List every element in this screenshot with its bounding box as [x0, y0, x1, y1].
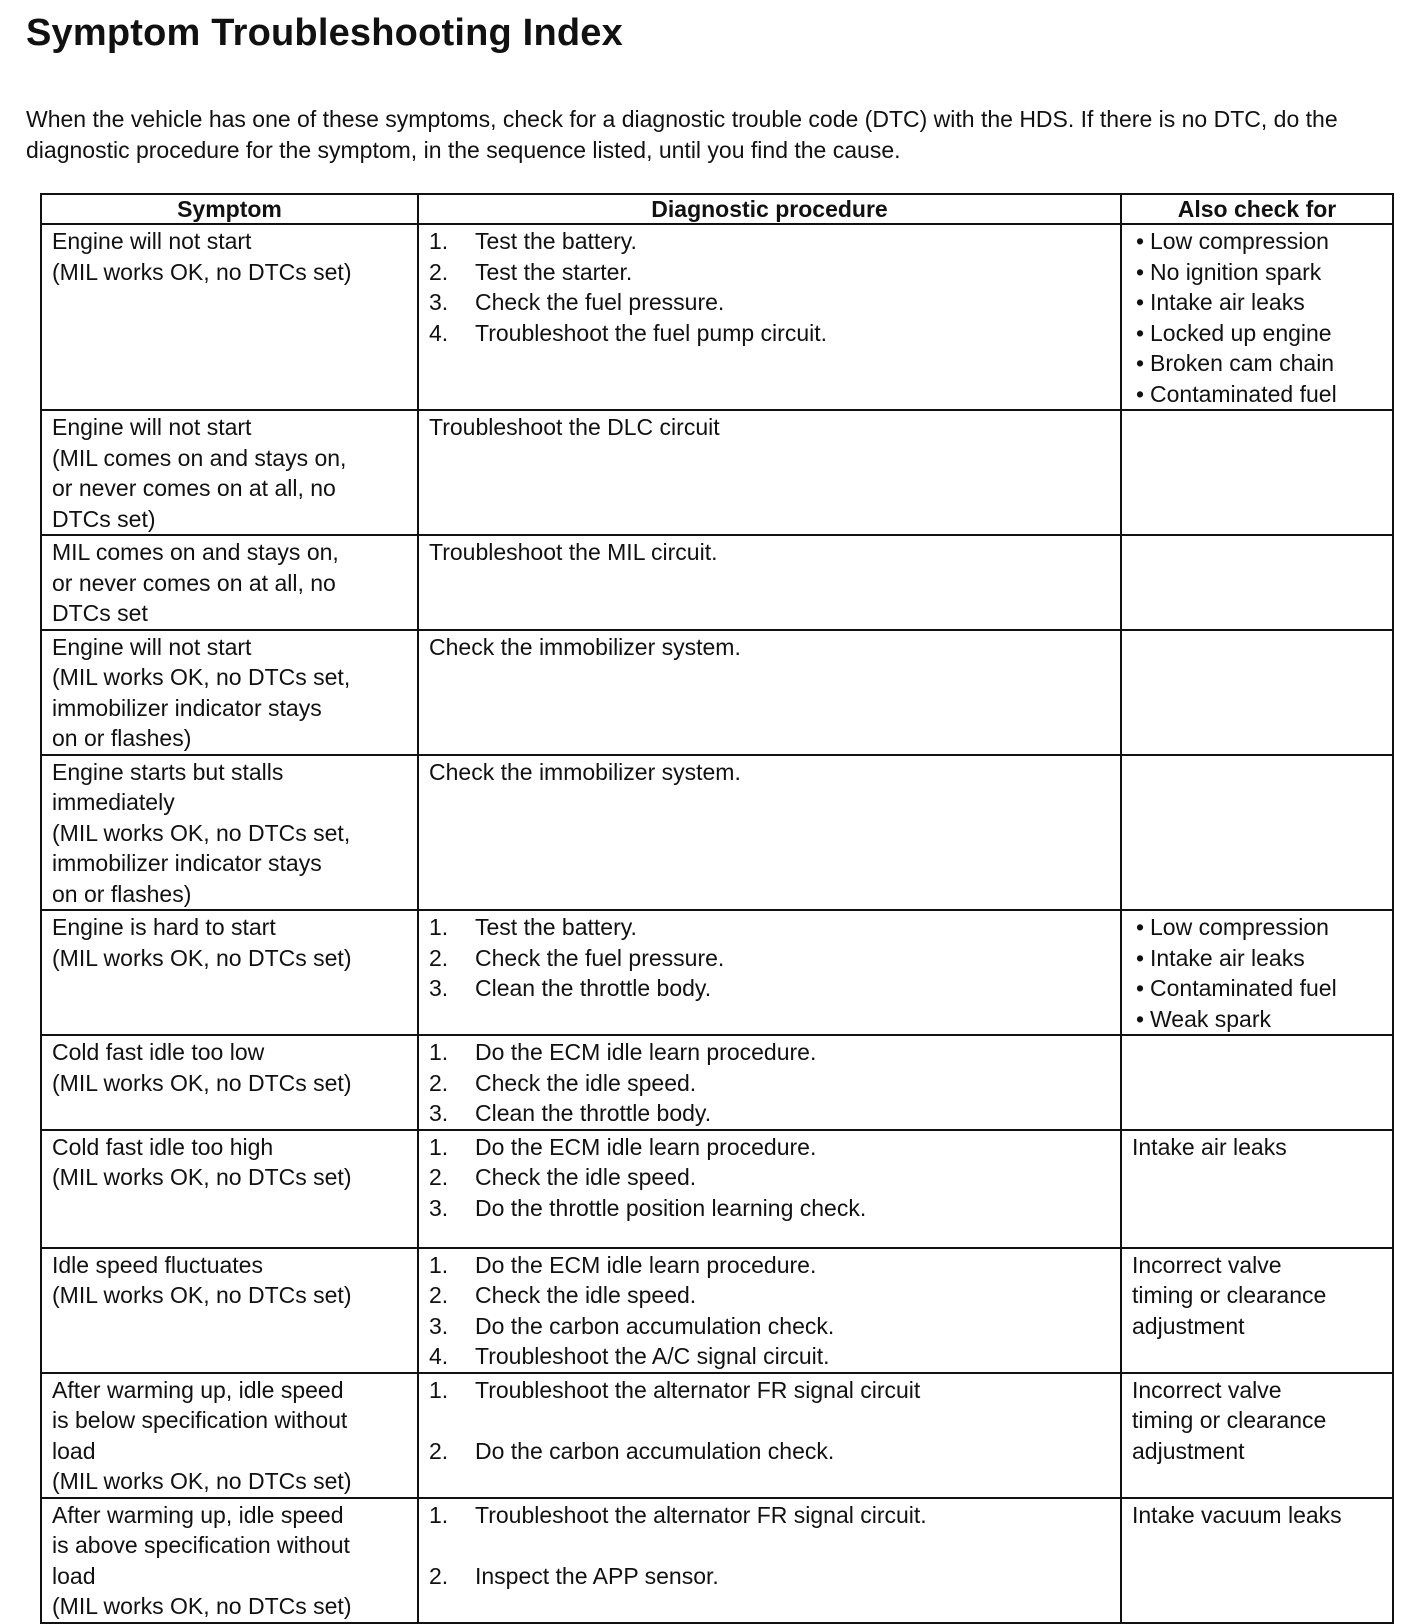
procedure-cell: [418, 910, 1121, 1035]
symptom-index-table: [40, 193, 1394, 1624]
also-check-text: Low compression: [1150, 228, 1329, 254]
also-check-cell: [1121, 755, 1393, 911]
also-check-line: adjustment: [1132, 1437, 1245, 1464]
also-check-line: Intake vacuum leaks: [1132, 1501, 1342, 1528]
also-check-item: [1132, 348, 1382, 379]
also-check-text: Contaminated fuel: [1150, 975, 1337, 1001]
table-row: [41, 1248, 1393, 1373]
step-text: Test the battery.: [475, 914, 637, 940]
procedure-text: Check the immobilizer system.: [429, 758, 741, 785]
step-text: Check the fuel pressure.: [475, 944, 725, 971]
symptom-cell: [41, 1373, 418, 1498]
procedure-step: [429, 943, 1110, 974]
symptom-line: is above specification without: [52, 1532, 350, 1558]
symptom-cell: [41, 910, 418, 1035]
step-number: 1.: [429, 1376, 449, 1403]
symptom-line: DTCs set: [52, 600, 148, 626]
procedure-steps: [429, 226, 1110, 348]
step-number: 1.: [429, 1501, 449, 1528]
symptom-line: immobilizer indicator stays: [52, 694, 322, 721]
procedure-steps: [429, 1375, 1110, 1467]
also-check-cell: [1121, 535, 1393, 630]
also-check-line: Incorrect valve: [1132, 1376, 1282, 1403]
also-check-list: [1132, 226, 1382, 409]
step-number: 2.: [429, 1164, 449, 1190]
also-check-list: [1132, 912, 1382, 1034]
table-body: [41, 224, 1393, 1623]
header-also-check-for: Also check for: [1121, 194, 1393, 224]
step-number: 1.: [429, 1251, 449, 1278]
table-row: [41, 535, 1393, 630]
symptom-line: (MIL works OK, no DTCs set): [52, 1468, 352, 1494]
procedure-step: [429, 1436, 1110, 1467]
also-check-cell: [1121, 410, 1393, 535]
also-check-item: [1132, 287, 1382, 318]
also-check-text: No ignition spark: [1150, 258, 1322, 285]
symptom-line: on or flashes): [52, 880, 192, 907]
procedure-cell: [418, 1130, 1121, 1248]
symptom-line: (MIL works OK, no DTCs set): [52, 944, 352, 971]
also-check-cell: [1121, 1248, 1393, 1373]
also-check-cell: [1121, 1498, 1393, 1623]
procedure-step: [429, 318, 1110, 349]
step-number: 3.: [429, 1100, 449, 1126]
symptom-line: Engine is hard to start: [52, 914, 276, 940]
step-number: 2.: [429, 944, 449, 971]
symptom-line: (MIL works OK, no DTCs set): [52, 1593, 352, 1619]
step-number: 1.: [429, 1133, 449, 1160]
procedure-step: [429, 287, 1110, 318]
table-row: [41, 1498, 1393, 1623]
step-text: Troubleshoot the A/C signal circuit.: [475, 1343, 830, 1369]
procedure-step: [429, 1561, 1110, 1592]
also-check-item: [1132, 257, 1382, 288]
symptom-line: Engine starts but stalls: [52, 758, 284, 785]
symptom-line: immobilizer indicator stays: [52, 850, 322, 876]
also-check-line: timing or clearance: [1132, 1407, 1327, 1433]
table-row: [41, 1035, 1393, 1130]
step-number: 2.: [429, 1282, 449, 1308]
also-check-cell: [1121, 910, 1393, 1035]
table-row: [41, 910, 1393, 1035]
symptom-line: load: [52, 1562, 96, 1589]
procedure-steps: [429, 1500, 1110, 1592]
symptom-cell: [41, 535, 418, 630]
procedure-step: [429, 226, 1110, 257]
also-check-text: Contaminated fuel: [1150, 380, 1337, 407]
procedure-text: Troubleshoot the DLC circuit: [429, 414, 720, 440]
procedure-steps: [429, 912, 1110, 1004]
symptom-line: (MIL works OK, no DTCs set): [52, 1069, 352, 1096]
table-header-row: [41, 194, 1393, 224]
symptom-line: Idle speed fluctuates: [52, 1251, 263, 1278]
procedure-cell: [418, 224, 1121, 410]
step-text: Check the idle speed.: [475, 1069, 697, 1096]
step-number: 1.: [429, 914, 449, 940]
procedure-cell: [418, 755, 1121, 911]
procedure-cell: [418, 630, 1121, 755]
also-check-cell: [1121, 630, 1393, 755]
procedure-cell: [418, 410, 1121, 535]
symptom-cell: [41, 1035, 418, 1130]
also-check-cell: [1121, 224, 1393, 410]
procedure-step: [429, 1037, 1110, 1068]
step-number: 2.: [429, 258, 449, 285]
step-number: 3.: [429, 1194, 449, 1221]
symptom-line: immediately: [52, 789, 175, 815]
step-number: 4.: [429, 1343, 449, 1369]
symptom-cell: [41, 630, 418, 755]
procedure-steps: [429, 1132, 1110, 1224]
header-symptom: Symptom: [41, 194, 418, 224]
procedure-step: [429, 257, 1110, 288]
procedure-step: [429, 1405, 1110, 1436]
step-number: 3.: [429, 289, 449, 315]
also-check-text: Locked up engine: [1150, 319, 1332, 346]
step-text: Clean the throttle body.: [475, 975, 712, 1001]
step-number: 3.: [429, 975, 449, 1001]
symptom-cell: [41, 1248, 418, 1373]
step-text: Do the ECM idle learn procedure.: [475, 1251, 817, 1278]
procedure-text: Check the immobilizer system.: [429, 633, 741, 660]
step-number: 2.: [429, 1562, 449, 1589]
also-check-item: [1132, 1004, 1382, 1035]
step-text: Check the idle speed.: [475, 1164, 697, 1190]
step-text: Do the carbon accumulation check.: [475, 1312, 835, 1339]
also-check-text: Intake air leaks: [1150, 944, 1305, 971]
procedure-step: [429, 1311, 1110, 1342]
symptom-line: is below specification without: [52, 1407, 348, 1433]
symptom-line: (MIL works OK, no DTCs set): [52, 1282, 352, 1308]
also-check-text: Broken cam chain: [1150, 350, 1335, 376]
procedure-cell: [418, 1035, 1121, 1130]
symptom-line: (MIL works OK, no DTCs set): [52, 258, 352, 285]
procedure-step: [429, 973, 1110, 1004]
symptom-line: After warming up, idle speed: [52, 1376, 344, 1403]
header-diagnostic-procedure: Diagnostic procedure: [418, 194, 1121, 224]
also-check-line: Intake air leaks: [1132, 1133, 1287, 1160]
step-number: 2.: [429, 1437, 449, 1464]
procedure-step: [429, 912, 1110, 943]
procedure-step: [429, 1500, 1110, 1531]
symptom-line: MIL comes on and stays on,: [52, 539, 339, 565]
procedure-steps: [429, 1037, 1110, 1129]
step-text: Troubleshoot the alternator FR signal circuit.: [475, 1501, 927, 1528]
step-text: Test the starter.: [475, 258, 633, 285]
symptom-line: load: [52, 1437, 96, 1464]
procedure-cell: [418, 535, 1121, 630]
procedure-step: [429, 1162, 1110, 1193]
symptom-line: Engine will not start: [52, 633, 252, 660]
also-check-cell: [1121, 1373, 1393, 1498]
procedure-cell: [418, 1248, 1121, 1373]
step-text: Check the fuel pressure.: [475, 289, 725, 315]
table-row: [41, 630, 1393, 755]
step-number: [429, 1405, 475, 1436]
table-row: [41, 224, 1393, 410]
also-check-item: [1132, 318, 1382, 349]
procedure-step: [429, 1341, 1110, 1372]
step-text: Do the throttle position learning check.: [475, 1194, 867, 1221]
step-text: Test the battery.: [475, 228, 637, 254]
also-check-text: Weak spark: [1150, 1005, 1272, 1032]
procedure-step: [429, 1280, 1110, 1311]
step-text: Check the idle speed.: [475, 1282, 697, 1308]
symptom-cell: [41, 755, 418, 911]
procedure-step: [429, 1098, 1110, 1129]
symptom-line: Engine will not start: [52, 414, 252, 440]
table-row: [41, 1373, 1393, 1498]
also-check-item: [1132, 379, 1382, 410]
step-text: Troubleshoot the fuel pump circuit.: [475, 319, 827, 346]
symptom-line: Cold fast idle too low: [52, 1039, 265, 1065]
symptom-line: Cold fast idle too high: [52, 1133, 274, 1160]
symptom-cell: [41, 410, 418, 535]
symptom-line: DTCs set): [52, 505, 156, 532]
symptom-line: (MIL works OK, no DTCs set): [52, 1164, 352, 1190]
procedure-step: [429, 1375, 1110, 1406]
symptom-line: (MIL works OK, no DTCs set,: [52, 664, 351, 690]
symptom-line: on or flashes): [52, 725, 192, 751]
symptom-cell: [41, 224, 418, 410]
symptom-line: After warming up, idle speed: [52, 1501, 344, 1528]
also-check-item: [1132, 943, 1382, 974]
procedure-step: [429, 1132, 1110, 1163]
procedure-cell: [418, 1498, 1121, 1623]
also-check-text: Intake air leaks: [1150, 289, 1305, 315]
step-number: 1.: [429, 1039, 449, 1065]
page-title: Symptom Troubleshooting Index: [26, 12, 623, 54]
also-check-cell: [1121, 1035, 1393, 1130]
procedure-text: Troubleshoot the MIL circuit.: [429, 539, 718, 565]
table-row: [41, 410, 1393, 535]
also-check-cell: [1121, 1130, 1393, 1248]
step-number: 4.: [429, 319, 449, 346]
also-check-line: adjustment: [1132, 1312, 1245, 1339]
step-number: 3.: [429, 1312, 449, 1339]
also-check-text: Low compression: [1150, 914, 1329, 940]
procedure-cell: [418, 1373, 1121, 1498]
procedure-step: [429, 1193, 1110, 1224]
table-row: [41, 1130, 1393, 1248]
symptom-line: or never comes on at all, no: [52, 569, 336, 596]
step-text: Do the ECM idle learn procedure.: [475, 1133, 817, 1160]
also-check-item: [1132, 973, 1382, 1004]
step-text: Troubleshoot the alternator FR signal circuit: [475, 1376, 921, 1403]
step-number: [429, 1530, 475, 1561]
symptom-cell: [41, 1498, 418, 1623]
step-text: Do the carbon accumulation check.: [475, 1437, 835, 1464]
symptom-line: (MIL works OK, no DTCs set,: [52, 819, 351, 846]
procedure-step: [429, 1250, 1110, 1281]
also-check-item: [1132, 912, 1382, 943]
procedure-step: [429, 1530, 1110, 1561]
symptom-cell: [41, 1130, 418, 1248]
symptom-line: Engine will not start: [52, 228, 252, 254]
procedure-steps: [429, 1250, 1110, 1372]
step-text: Clean the throttle body.: [475, 1100, 712, 1126]
intro-paragraph: When the vehicle has one of these symptoms, check for a diagnostic trouble code (DTC) with the HDS. If there is no DTC, do the diagnostic procedure for the symptom, in the sequence listed, until you find the cause.: [26, 106, 1338, 163]
symptom-line: or never comes on at all, no: [52, 475, 336, 501]
step-number: 2.: [429, 1069, 449, 1096]
also-check-item: [1132, 226, 1382, 257]
procedure-step: [429, 1068, 1110, 1099]
also-check-line: Incorrect valve: [1132, 1251, 1282, 1278]
table-row: [41, 755, 1393, 911]
symptom-line: (MIL comes on and stays on,: [52, 444, 347, 471]
step-number: 1.: [429, 228, 449, 254]
step-text: Inspect the APP sensor.: [475, 1562, 719, 1589]
also-check-line: timing or clearance: [1132, 1282, 1327, 1308]
step-text: Do the ECM idle learn procedure.: [475, 1039, 817, 1065]
